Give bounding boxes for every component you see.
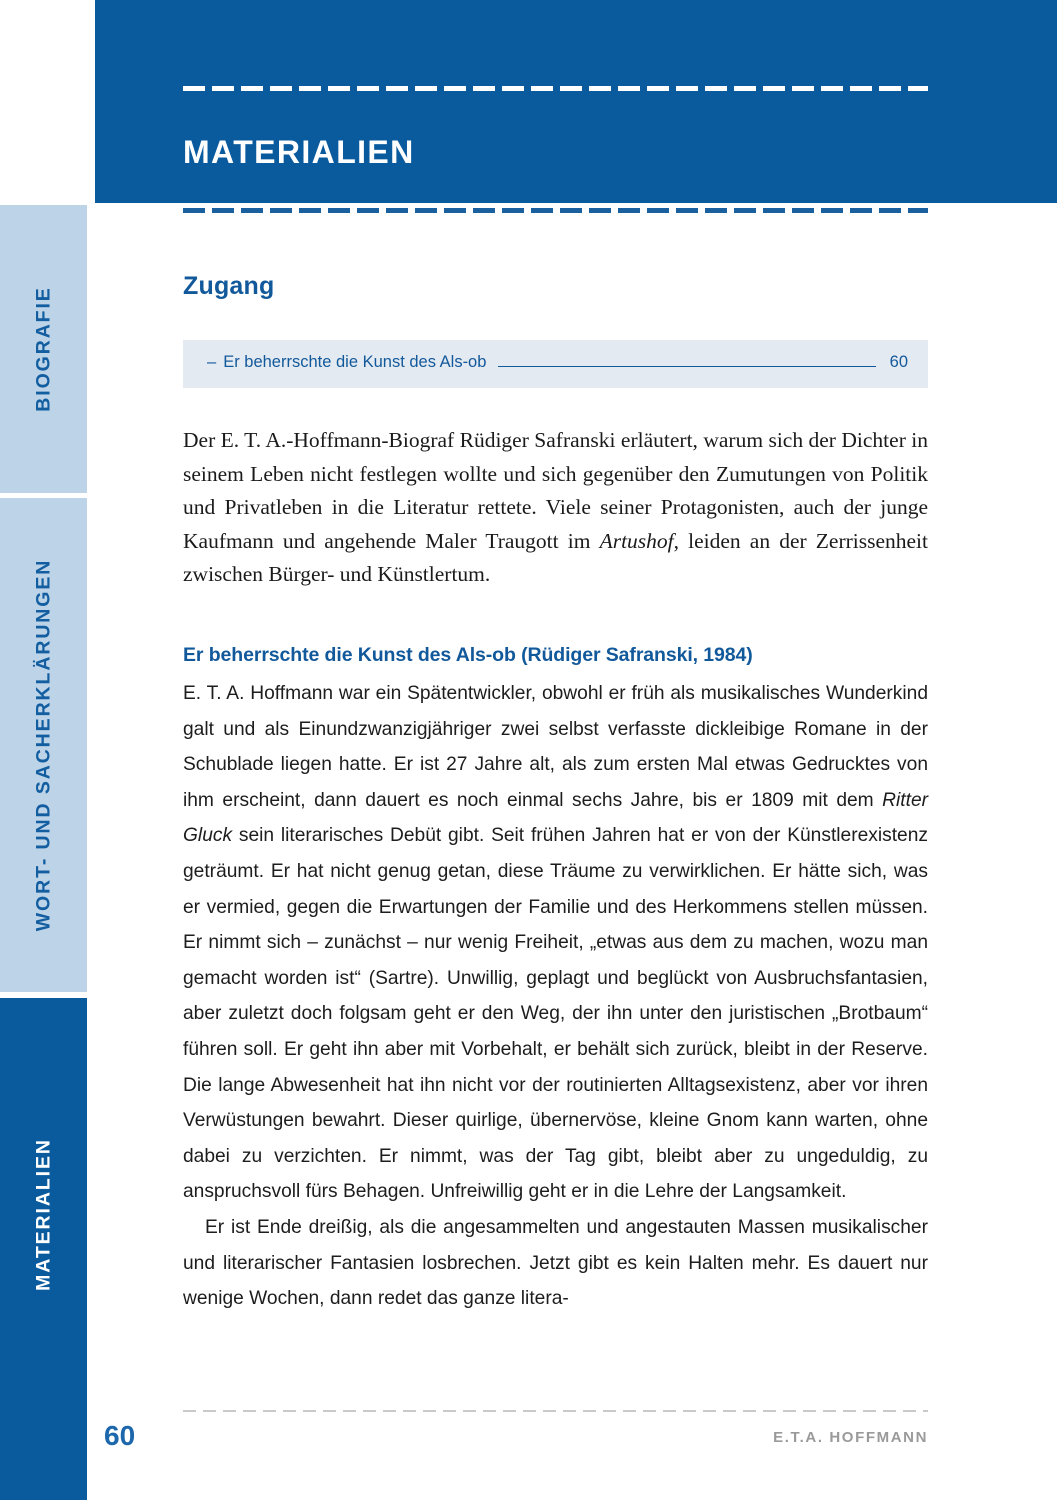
article-body: [183, 676, 928, 1317]
sidebar-tab-materialien-label: MATERIALIEN: [32, 1138, 54, 1291]
article-p1-part2: sein literarisches Debüt gibt. Seit frühen Jahren hat er von der Künstlerexistenz geträumt. Er hat nicht genug getan, diese Träume zu verwirklichen. Er hätte sich, was er vermied, gegen die Erwartungen der Familie und des Herkommens stellen müssen. Er nimmt sich – zunächst – nur wenig Freiheit, „etwas aus dem zu machen, wozu man gemacht worden ist“ (Sartre). Unwillig, geplagt und beglückt von Ausbruchsfantasien, aber zuletzt doch folgsam geht er den Weg, der ihn unter den juristischen „Brotbaum“ führen soll. Er geht ihn aber mit Vorbehalt, er behält sich zurück, bleibt in der Reserve. Die lange Abwesenheit hat ihn nicht vor der routinierten Alltagsexistenz, aber vor ihren Verwüstungen bewahrt. Dieser quirlige, übernervöse, kleine Gnom kann warten, ohne dabei zu verzichten. Er nimmt, was der Tag gibt, bleibt aber zu ungeduldig, zu anspruchsvoll fürs Behagen. Unfreiwillig geht er in die Lehre der Langsamkeit.: [183, 825, 928, 1203]
toc-leader-line: [498, 366, 875, 367]
article-paragraph-2: Er ist Ende dreißig, als die angesammelten und angestauten Massen musikalischer und literarischer Fantasien losbrechen. Jetzt gibt es kein Halten mehr. Es dauert nur wenige Wochen, dann redet das ganze litera-: [183, 1216, 928, 1310]
page-header-band: [95, 0, 1057, 203]
toc-row[interactable]: [207, 353, 908, 372]
intro-text-before-italic: Der E. T. A.-Hoffmann-Biograf Rüdiger Safranski erläutert, warum sich der Dichter in seinem Leben nicht festlegen wollte und sich gegenüber den Zumutungen von Politik und Privatleben in die Literatur rettete. Viele seiner Protagonisten, auch der junge Kaufmann und angehende Maler Traugott im: [183, 428, 928, 553]
header-dashed-rule-bottom: [183, 208, 928, 213]
intro-italic-work-title: Artushof: [599, 528, 674, 553]
intro-paragraph: [183, 424, 928, 592]
sidebar-tab-biografie-label: BIOGRAFIE: [32, 286, 54, 412]
article-heading: Er beherrschte die Kunst des Als-ob (Rüdiger Safranski, 1984): [183, 644, 753, 666]
section-heading-zugang: Zugang: [183, 272, 275, 300]
sidebar-tab-wort-und-sacherklaerungen-label: WORT- UND SACHERKLÄRUNGEN: [32, 558, 54, 932]
header-dashed-rule-top: [183, 86, 928, 91]
article-p1-italic-work-title: Ritter Gluck: [183, 789, 928, 847]
footer-book-title: E.T.A. HOFFMANN: [773, 1429, 928, 1446]
sidebar-tab-biografie[interactable]: [0, 205, 87, 493]
intro-text-after-italic: , leiden an der Zerrissenheit zwischen Bürger- und Künstlertum.: [183, 528, 929, 586]
page-title: MATERIALIEN: [183, 134, 415, 170]
footer-page-number: 60: [104, 1420, 136, 1451]
toc-entry-title[interactable]: Er beherrschte die Kunst des Als-ob: [223, 353, 487, 371]
toc-entry-box[interactable]: [183, 340, 928, 388]
footer-dashed-rule: [183, 1410, 928, 1412]
article-p1-part1: E. T. A. Hoffmann war ein Spätentwickler, obwohl er früh als musikalisches Wunderkind galt und als Einundzwanzigjähriger zwei selbst verfasste dickleibige Romane in der Schublade liegen hatte. Er ist 27 Jahre alt, als zum ersten Mal etwas Gedrucktes von ihm erscheint, dann dauert es noch einmal sechs Jahre, bis er 1809 mit dem: [183, 683, 928, 811]
article-paragraph-1: [183, 676, 928, 1210]
toc-bullet-dash: –: [207, 353, 217, 371]
toc-entry-page-number: 60: [889, 353, 908, 371]
sidebar-tab-wort-und-sacherklaerungen[interactable]: [0, 498, 87, 992]
sidebar-tab-materialien[interactable]: [0, 998, 87, 1500]
